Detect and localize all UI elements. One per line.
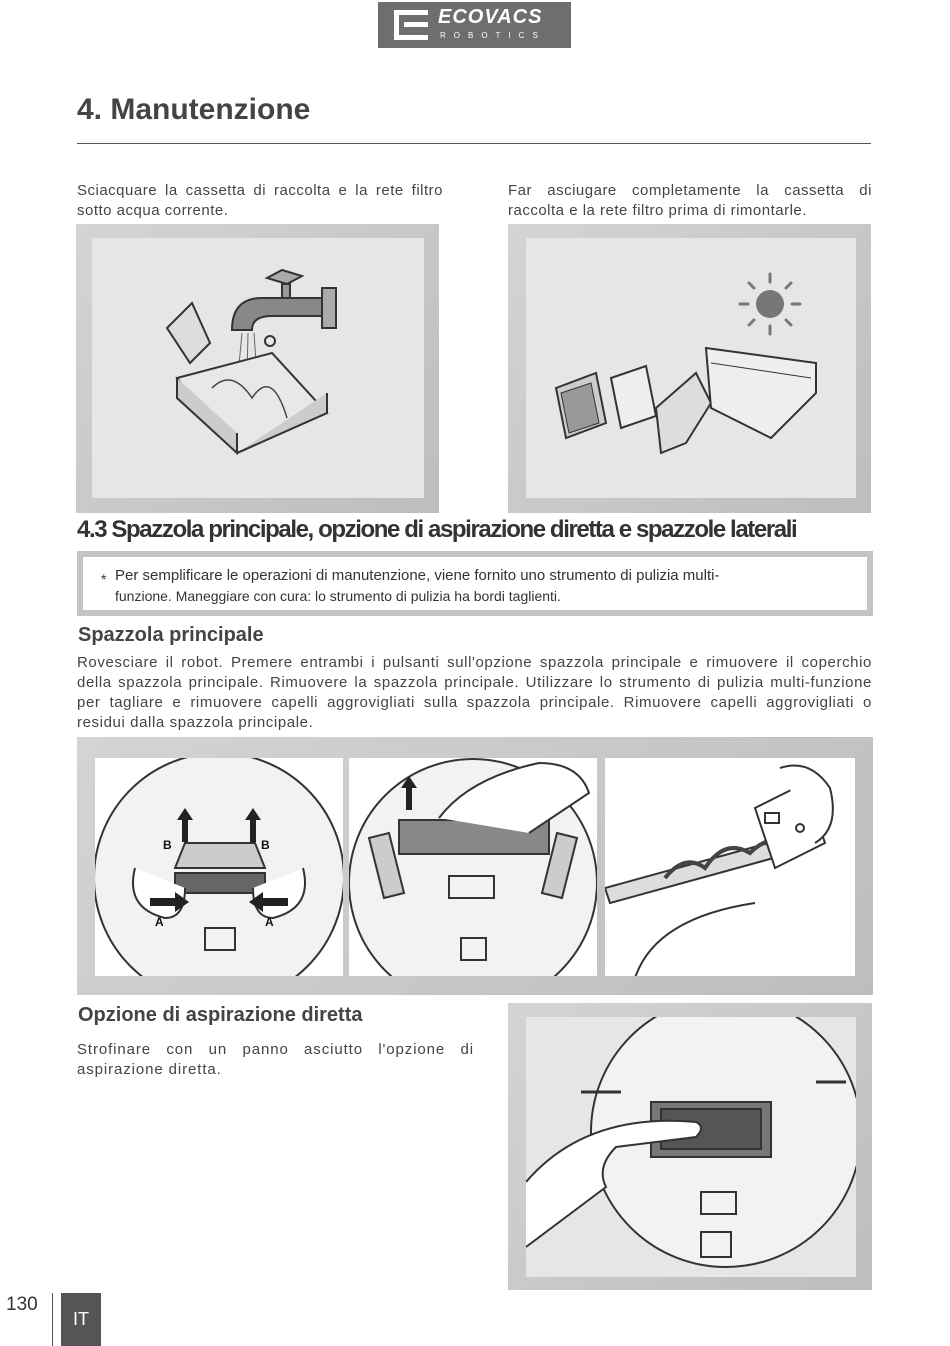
section-title: 4.3 Spazzola principale, opzione di aspirazione diretta e spazzole laterali — [77, 516, 797, 543]
brush-release-drawing — [95, 758, 343, 976]
main-brush-illustration — [77, 737, 873, 995]
cloth-wipe-drawing — [526, 1017, 856, 1277]
note-line-2: funzione. Maneggiare con cura: lo strumento di pulizia ha bordi taglienti. — [115, 588, 561, 604]
ecovacs-logo-icon — [392, 8, 432, 42]
brand-name: ECOVACS — [438, 6, 543, 28]
footer-divider — [52, 1293, 53, 1346]
rinse-instruction: Sciacquare la cassetta di raccolta e la rete filtro sotto acqua corrente. — [77, 182, 443, 219]
label-b-right: B — [261, 838, 270, 852]
label-a-left: A — [155, 915, 164, 929]
label-a-right: A — [265, 915, 274, 929]
label-b-left: B — [163, 838, 172, 852]
rinse-illustration — [76, 224, 439, 513]
direct-suction-title: Opzione di aspirazione diretta — [78, 1004, 363, 1026]
language-badge: IT — [61, 1293, 101, 1346]
dry-illustration — [508, 224, 871, 513]
page-number: 130 — [6, 1294, 38, 1315]
ecovacs-logo — [378, 2, 571, 48]
note-line-1: Per semplificare le operazioni di manutenzione, viene fornito uno strumento di pulizia multi- — [115, 567, 720, 584]
direct-suction-illustration — [508, 1003, 872, 1290]
direct-suction-text: Strofinare con un panno asciutto l'opzione di aspirazione diretta. — [77, 1041, 474, 1078]
faucet-dustbin-drawing — [92, 238, 424, 498]
brush-lift-drawing — [349, 758, 597, 976]
dry-instruction: Far asciugare completamente la cassetta di raccolta e la rete filtro prima di rimontarle. — [508, 182, 872, 219]
title-divider — [77, 143, 871, 144]
main-brush-text: Rovesciare il robot. Premere entrambi i pulsanti sull'opzione spazzola principale e rimuovere il coperchio della spazzola principale. Rimuovere la spazzola principale. Utilizzare lo strumento di pulizia multi-funzione per tagliare e rimuovere capelli aggrovigliati sulla spazzola principale. Rimuovere capelli aggrovigliati o residui dalla spazzola principale. — [77, 654, 872, 731]
sun-icon — [740, 274, 800, 334]
sun-filter-drawing — [526, 238, 856, 498]
chapter-title: 4. Manutenzione — [77, 93, 311, 126]
brand-subtitle: ROBOTICS — [440, 31, 546, 40]
warning-note — [77, 551, 873, 616]
tool-cutting-drawing — [605, 758, 855, 976]
main-brush-title: Spazzola principale — [78, 624, 264, 646]
note-asterisk: * — [101, 571, 107, 587]
